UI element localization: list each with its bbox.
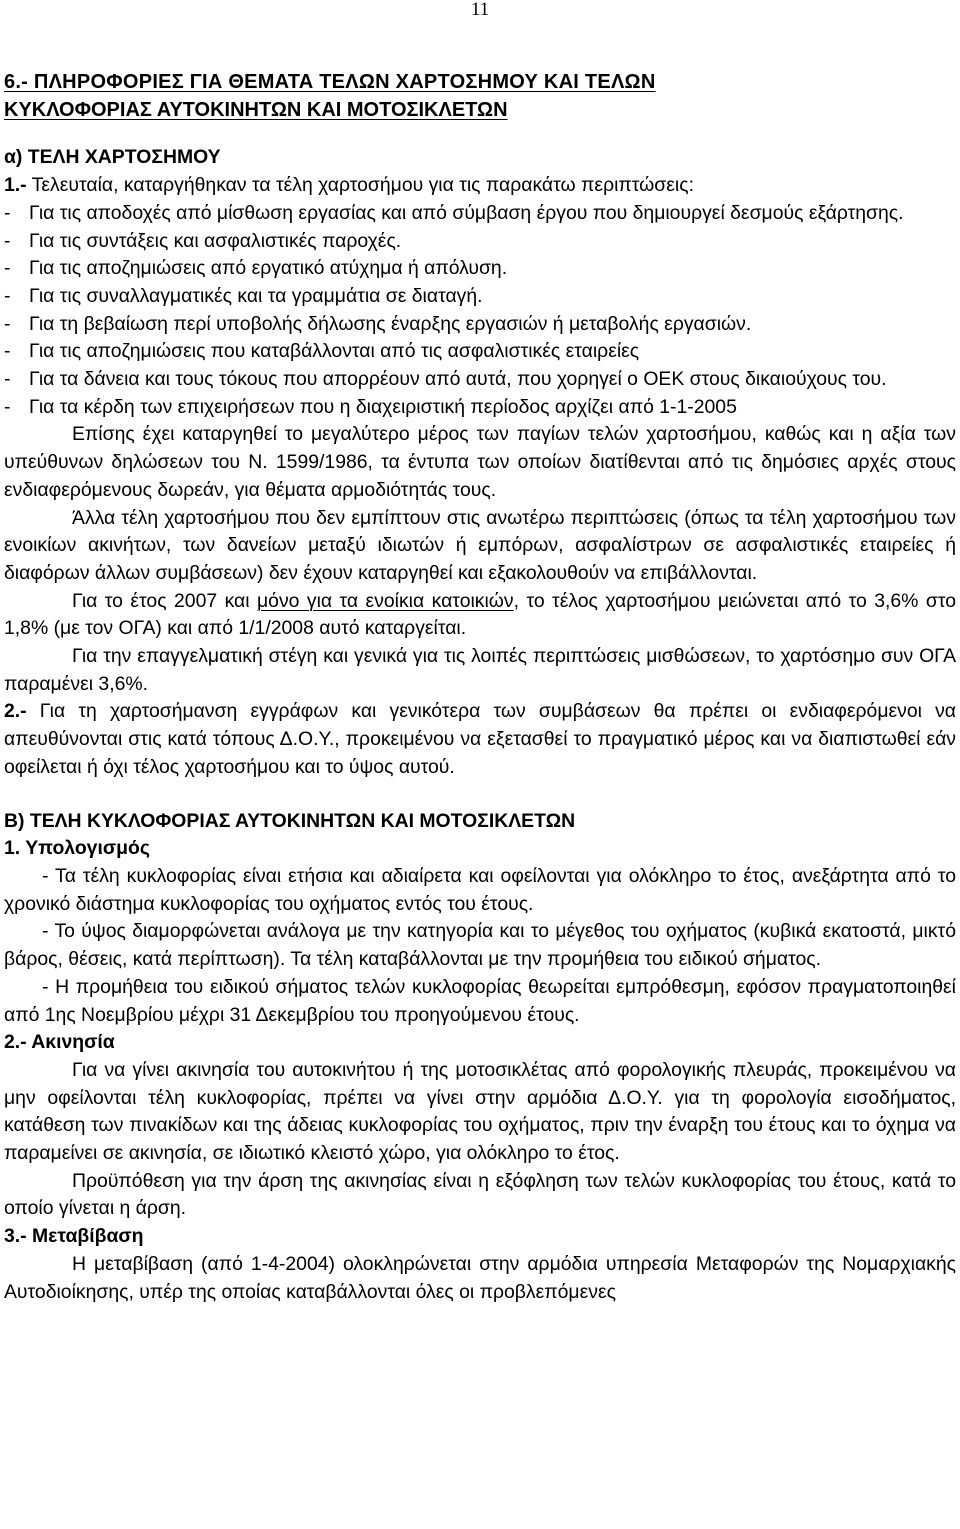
list-item: - Για τα κέρδη των επιχειρήσεων που η διαχειριστική περίοδος αρχίζει από 1-1-2005 (4, 395, 737, 418)
section-heading-line2: ΚΥΚΛΟΦΟΡΙΑΣ ΑΥΤΟΚΙΝΗΤΩΝ ΚΑΙ ΜΟΤΟΣΙΚΛΕΤΩΝ (4, 98, 508, 121)
list-item: - Για τα δάνεια και τους τόκους που απορρέουν από αυτά, που χορηγεί ο ΟΕΚ στους δικαιούχους του. (4, 368, 887, 391)
paragraph-professional: Για την επαγγελματική στέγη και γενικά για τις λοιπές περιπτώσεις μισθώσεων, το χαρτόσημο συν ΟΓΑ παραμένει 3,6%. (4, 645, 956, 695)
subsection-transfer: 3.- Μεταβίβαση (4, 1225, 144, 1248)
paragraph-also: Επίσης έχει καταργηθεί το μεγαλύτερο μέρος των παγίων τελών χαρτοσήμου, καθώς και η αξία των υπεύθυνων δηλώσεων του Ν. 1599/1986, τα έντυπα των οποίων διατίθενται από τις δημόσιες αρχές στους ενδιαφερόμενους δωρεάν, για θέματα αρμοδιότητάς τους. (4, 423, 956, 501)
calc-paragraph-3: - Η προμήθεια του ειδικού σήματος τελών κυκλοφορίας θεωρείται εμπρόθεσμη, εφόσον πραγματοποιηθεί από 1ης Νοεμβρίου μέχρι 31 Δεκεμβρίου του προηγούμενου έτους. (4, 975, 956, 1026)
list-item: - Για τις συντάξεις και ασφαλιστικές παροχές. (4, 229, 402, 252)
paragraph-2: 2.- Για τη χαρτοσήμανση εγγράφων και γενικότερα των συμβάσεων θα πρέπει οι ενδιαφερόμενοι να απευθύνονται στις κατά τόπους Δ.Ο.Υ., προκειμένου να εξετασθεί το πραγματικό μέρος και να διαπιστωθεί εάν οφείλεται ή όχι τέλος χαρτοσήμου και το ύψος αυτού. (4, 700, 956, 778)
list-item: - Για τις συναλλαγματικές και τα γραμμάτια σε διαταγή. (4, 284, 483, 307)
paragraph-other-fees: Άλλα τέλη χαρτοσήμου που δεν εμπίπτουν στις ανωτέρω περιπτώσεις (όπως τα τέλη χαρτοσήμου των ενοικίων ακινήτων, των δανείων μεταξύ ιδιωτών ή εμπόρων, ασφαλίστρων σε ασφαλιστικές εταιρείες ή διαφόρων άλλων συμβάσεων) δεν έχουν καταργηθεί και εξακολουθούν να επιβάλλονται. (4, 506, 956, 584)
paragraph-2007: Για το έτος 2007 και μόνο για τα ενοίκια κατοικιών, το τέλος χαρτοσήμου μειώνεται από το 3,6% στο 1,8% (με τον ΟΓΑ) και από 1/1/2008 αυτό καταργείται. (4, 589, 956, 640)
list-item: - Για τις αποζημιώσεις που καταβάλλονται από τις ασφαλιστικές εταιρείες (4, 340, 640, 363)
underlined-phrase: μόνο για τα ενοίκια κατοικιών (257, 589, 514, 612)
section-heading-line1: 6.- ΠΛΗΡΟΦΟΡΙΕΣ ΓΙΑ ΘΕΜΑΤΑ ΤΕΛΩΝ ΧΑΡΤΟΣΗΜΟΥ ΚΑΙ ΤΕΛΩΝ (4, 71, 656, 93)
transfer-paragraph-1: Η μεταβίβαση (από 1-4-2004) ολοκληρώνεται στην αρμόδια υπηρεσία Μεταφορών της Νομαρχιακής Αυτοδιοίκησης, υπέρ της οποίας καταβάλλονται όλες οι προβλεπόμενες (4, 1252, 956, 1303)
inactivity-paragraph-1: Για να γίνει ακινησία του αυτοκινήτου ή της μοτοσικλέτας από φορολογικής πλευράς, προκειμένου να μην οφείλονται τέλη κυκλοφορίας, πρέπει να γίνει στην αρμόδια Δ.Ο.Υ. για τη φορολογία εισοδήματος, κατάθεση των πινακίδων και της άδειας κυκλοφορίας του οχήματος, πριν την έναρξη του έτους και το όχημα να παραμείνει σε ακινησία, σε ιδιωτικό κλειστό χώρο, για ολόκληρο το έτος. (4, 1058, 956, 1165)
inactivity-paragraph-2: Προϋπόθεση για την άρση της ακινησίας είναι η εξόφληση των τελών κυκλοφορίας του έτους, κατά το οποίο γίνεται η άρση. (4, 1169, 956, 1220)
list-item: - Για τις αποζημιώσεις από εργατικό ατύχημα ή απόλυση. (4, 257, 508, 280)
subsection-calculation: 1. Υπολογισμός (4, 837, 150, 860)
subsection-inactivity: 2.- Ακινησία (4, 1031, 115, 1054)
document-body (4, 69, 956, 1306)
calc-paragraph-1: - Τα τέλη κυκλοφορίας είναι ετήσια και αδιαίρετα και οφείλονται για ολόκληρο το έτος, ανεξάρτητα από το χρονικό διάστημα κυκλοφορίας του οχήματος εντός του έτους. (4, 864, 956, 915)
stamp-duty-intro: 1.- Τελευταία, καταργήθηκαν τα τέλη χαρτοσήμου για τις παρακάτω περιπτώσεις: (4, 174, 694, 197)
circulation-fees-heading: Β) ΤΕΛΗ ΚΥΚΛΟΦΟΡΙΑΣ ΑΥΤΟΚΙΝΗΤΩΝ ΚΑΙ ΜΟΤΟΣΙΚΛΕΤΩΝ (4, 809, 576, 832)
stamp-duty-heading: α) ΤΕΛΗ ΧΑΡΤΟΣΗΜΟΥ (4, 146, 221, 169)
list-item: - Για τη βεβαίωση περί υποβολής δήλωσης έναρξης εργασιών ή μεταβολής εργασιών. (4, 312, 752, 335)
calc-paragraph-2: - Το ύψος διαμορφώνεται ανάλογα με την κατηγορία και το μέγεθος του οχήματος (κυβικά εκατοστά, μικτό βάρος, θέσεις, κατά περίπτωση). Τα τέλη καταβάλλονται με την προμήθεια του ειδικού σήματος. (4, 920, 956, 971)
page-number: 11 (470, 0, 490, 20)
list-item: - Για τις αποδοχές από μίσθωση εργασίας και από σύμβαση έργου που δημιουργεί δεσμούς εξάρτησης. (4, 201, 904, 224)
